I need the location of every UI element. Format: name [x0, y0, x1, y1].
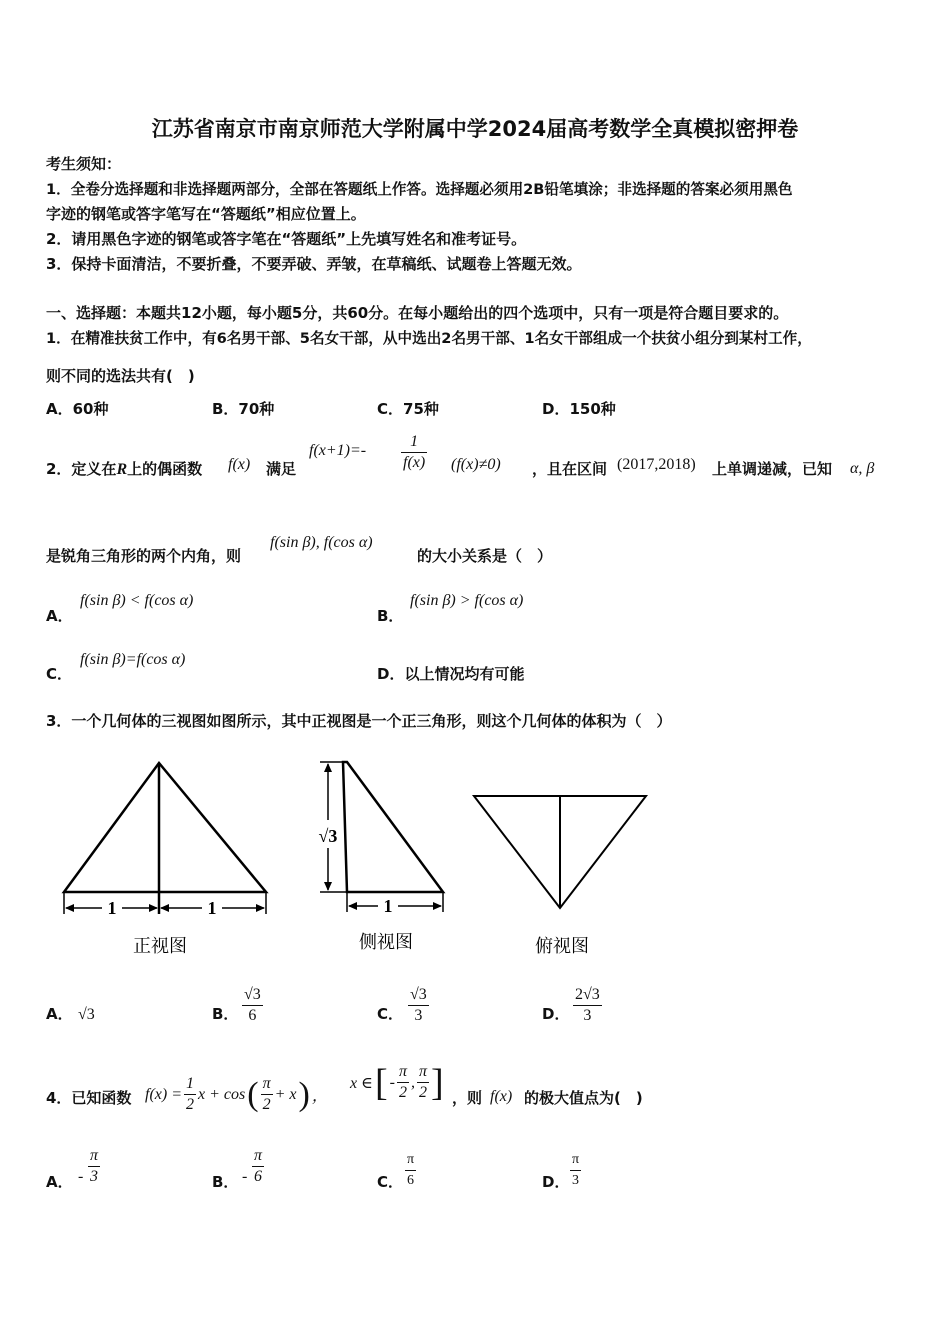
q2-line-2-expression: f(sin β), f(cos α) — [270, 534, 373, 551]
q3-option-a-label: A． — [46, 1005, 73, 1023]
q1-option-c: C．75种 — [377, 400, 439, 418]
q2-fraction-numerator: 1 — [410, 433, 419, 450]
q3-option-c-fraction — [408, 985, 429, 1026]
q1-stem-line-2: 则不同的选法共有( ) — [46, 367, 195, 385]
q2-text-3: 满足 — [266, 460, 297, 478]
q4-pi-numerator: π — [262, 1075, 271, 1092]
q2-condition: (f(x)≠0) — [451, 456, 501, 473]
q4-domain-right-den: 2 — [417, 1082, 429, 1103]
q2-text-5: 上单调递减，已知 — [712, 460, 833, 478]
q2-line-2-text-1: 是锐角三角形的两个内角，则 — [46, 547, 242, 565]
front-dim-left: 1 — [107, 898, 117, 918]
q2-equation-fraction — [401, 432, 427, 473]
q4-pi-over-2 — [261, 1074, 273, 1115]
q4-option-d-label: D． — [542, 1173, 570, 1191]
front-dim-right: 1 — [207, 898, 217, 918]
q3-option-a-value: √3 — [78, 1006, 95, 1023]
q4-option-b-numerator: π — [254, 1147, 263, 1164]
q2-text-1: 2．定义在 — [46, 460, 117, 478]
q2-option-a-label: A． — [46, 607, 73, 625]
q4-option-a-denominator: 3 — [88, 1166, 100, 1187]
q4-x-plus-cos: x + cos — [198, 1085, 246, 1103]
q2-option-d: D．以上情况均有可能 — [377, 665, 525, 683]
q1-stem-line-1: 1．在精准扶贫工作中，有6名男干部、5名女干部，从中选出2名男干部、1名女干部组成一个扶贫小组分到某村工作， — [46, 330, 812, 347]
q2-line-2-text-2: 的大小关系是（ ） — [417, 547, 553, 565]
q4-half-denominator: 2 — [186, 1096, 194, 1113]
q1-option-a: A．60种 — [46, 400, 109, 418]
q4-x-in: x ∈ — [350, 1074, 373, 1092]
q2-alpha-beta: α, β — [850, 460, 875, 477]
q2-option-b-expression: f(sin β) > f(cos α) — [410, 592, 524, 609]
page-title: 江苏省南京市南京师范大学附属中学2024届高考数学全真模拟密押卷 — [151, 117, 799, 141]
q3-option-b-fraction — [242, 985, 263, 1026]
notice-item-2: 2．请用黑色字迹的钢笔或答字笔在“答题纸”上先填写姓名和准考证号。 — [46, 230, 527, 248]
q4-option-c-denominator: 6 — [405, 1170, 416, 1191]
q4-option-a-sign: - — [78, 1168, 84, 1185]
section-heading: 一、选择题：本题共12小题，每小题5分，共60分。在每小题给出的四个选项中，只有一项是符合题目要求的。 — [46, 304, 789, 322]
q4-option-d-denominator: 3 — [570, 1170, 581, 1191]
q4-option-a-fraction — [88, 1146, 100, 1187]
q4-option-b-denominator: 6 — [252, 1166, 264, 1187]
q3-option-b-numerator: √3 — [244, 986, 261, 1003]
front-view — [64, 763, 266, 956]
q2-text-2: 上的偶函数 — [127, 460, 203, 478]
q2-option-b-label: B． — [377, 607, 404, 625]
q4-option-c-fraction — [405, 1150, 416, 1191]
q2-set-r: R — [116, 461, 128, 478]
q4-option-d-numerator: π — [572, 1152, 580, 1167]
front-view-label: 正视图 — [133, 936, 187, 956]
q3-option-d-label: D． — [542, 1005, 570, 1023]
top-view — [474, 796, 646, 956]
side-dim-height: √3 — [318, 826, 338, 846]
q4-stem-text-3: 的极大值点为( ) — [524, 1089, 643, 1107]
q4-domain-left-den: 2 — [397, 1082, 409, 1103]
q4-pi-denominator: 2 — [261, 1094, 273, 1115]
q3-option-d-numerator: 2√3 — [575, 986, 600, 1003]
q2-equation-lhs: f(x+1)=- — [309, 442, 367, 459]
q3-option-c-numerator: √3 — [410, 986, 427, 1003]
q4-option-c-numerator: π — [407, 1152, 415, 1167]
q4-option-a-label: A． — [46, 1173, 73, 1191]
side-view — [313, 762, 443, 952]
q1-option-d: D．150种 — [542, 400, 616, 418]
q2-fx: f(x) — [228, 456, 251, 473]
q4-option-a-numerator: π — [90, 1147, 99, 1164]
q2-fraction-denominator: f(x) — [403, 454, 426, 471]
q4-half-numerator: 1 — [186, 1075, 194, 1092]
q4-stem-text-1: 4．已知函数 — [46, 1089, 132, 1107]
q4-plus-x: + x — [274, 1085, 297, 1103]
three-view-figure — [50, 750, 660, 965]
q4-option-d-fraction — [570, 1150, 581, 1191]
q1-option-b: B．70种 — [212, 400, 275, 418]
q4-half-fraction — [184, 1074, 196, 1115]
q4-domain-right-pi: π — [418, 1063, 427, 1080]
side-view-label: 侧视图 — [359, 932, 413, 952]
q3-option-c-denominator: 3 — [408, 1005, 429, 1026]
q3-option-b-label: B． — [212, 1005, 239, 1023]
q4-stem-text-2: ，则 — [452, 1089, 483, 1107]
q2-option-c-label: C． — [46, 665, 73, 683]
q4-function-definition — [145, 1074, 328, 1115]
q4-domain: x ∈ [ - $\frac{\pi}{2}$ , $\frac{\pi}{2}$ ] — [350, 1061, 444, 1104]
notice-item-1-line-1: 1．全卷分选择题和非选择题两部分，全部在答题纸上作答。选择题必须用2B铅笔填涂；非选择题的答案必须用黑色 — [46, 181, 793, 198]
q4-right-bracket: ] — [430, 1061, 444, 1104]
q4-f-lhs: f(x) = — [145, 1085, 182, 1103]
q4-neg-sign: - — [389, 1073, 395, 1091]
q4-domain-left-pi: π — [398, 1063, 407, 1080]
q4-comma: ， — [311, 1088, 328, 1105]
side-dim-width: 1 — [383, 896, 393, 916]
q4-left-paren: ( — [247, 1075, 259, 1113]
q4-option-b-label: B． — [212, 1173, 239, 1191]
q3-option-c-label: C． — [377, 1005, 404, 1023]
q4-right-paren: ) — [298, 1075, 310, 1113]
notice-item-3: 3．保持卡面清洁，不要折叠，不要弄破、弄皱，在草稿纸、试题卷上答题无效。 — [46, 255, 582, 273]
q4-fx: f(x) — [490, 1088, 513, 1105]
q4-option-b-sign: - — [242, 1168, 248, 1185]
notice-heading: 考生须知： — [46, 155, 122, 173]
top-view-label: 俯视图 — [535, 936, 589, 956]
q2-text-4: ，且在区间 — [532, 460, 608, 478]
q4-option-c-label: C． — [377, 1173, 404, 1191]
q4-domain-right — [417, 1062, 429, 1103]
q2-option-a-expression: f(sin β) < f(cos α) — [80, 592, 194, 609]
q2-stem-part-1 — [46, 458, 202, 479]
q4-option-b-fraction — [252, 1146, 264, 1187]
q4-left-bracket: [ — [374, 1061, 388, 1104]
q3-stem: 3．一个几何体的三视图如图所示，其中正视图是一个正三角形，则这个几何体的体积为（ ） — [46, 712, 672, 730]
q3-option-b-denominator: 6 — [242, 1005, 263, 1026]
q4-domain-left — [397, 1062, 409, 1103]
notice-item-1-line-2: 字迹的钢笔或答字笔写在“答题纸”相应位置上。 — [46, 205, 366, 223]
q3-option-d-denominator: 3 — [573, 1005, 602, 1026]
q3-option-d-fraction — [573, 985, 602, 1026]
q2-interval: (2017,2018) — [617, 456, 696, 473]
q2-option-c-expression: f(sin β)=f(cos α) — [80, 651, 186, 668]
